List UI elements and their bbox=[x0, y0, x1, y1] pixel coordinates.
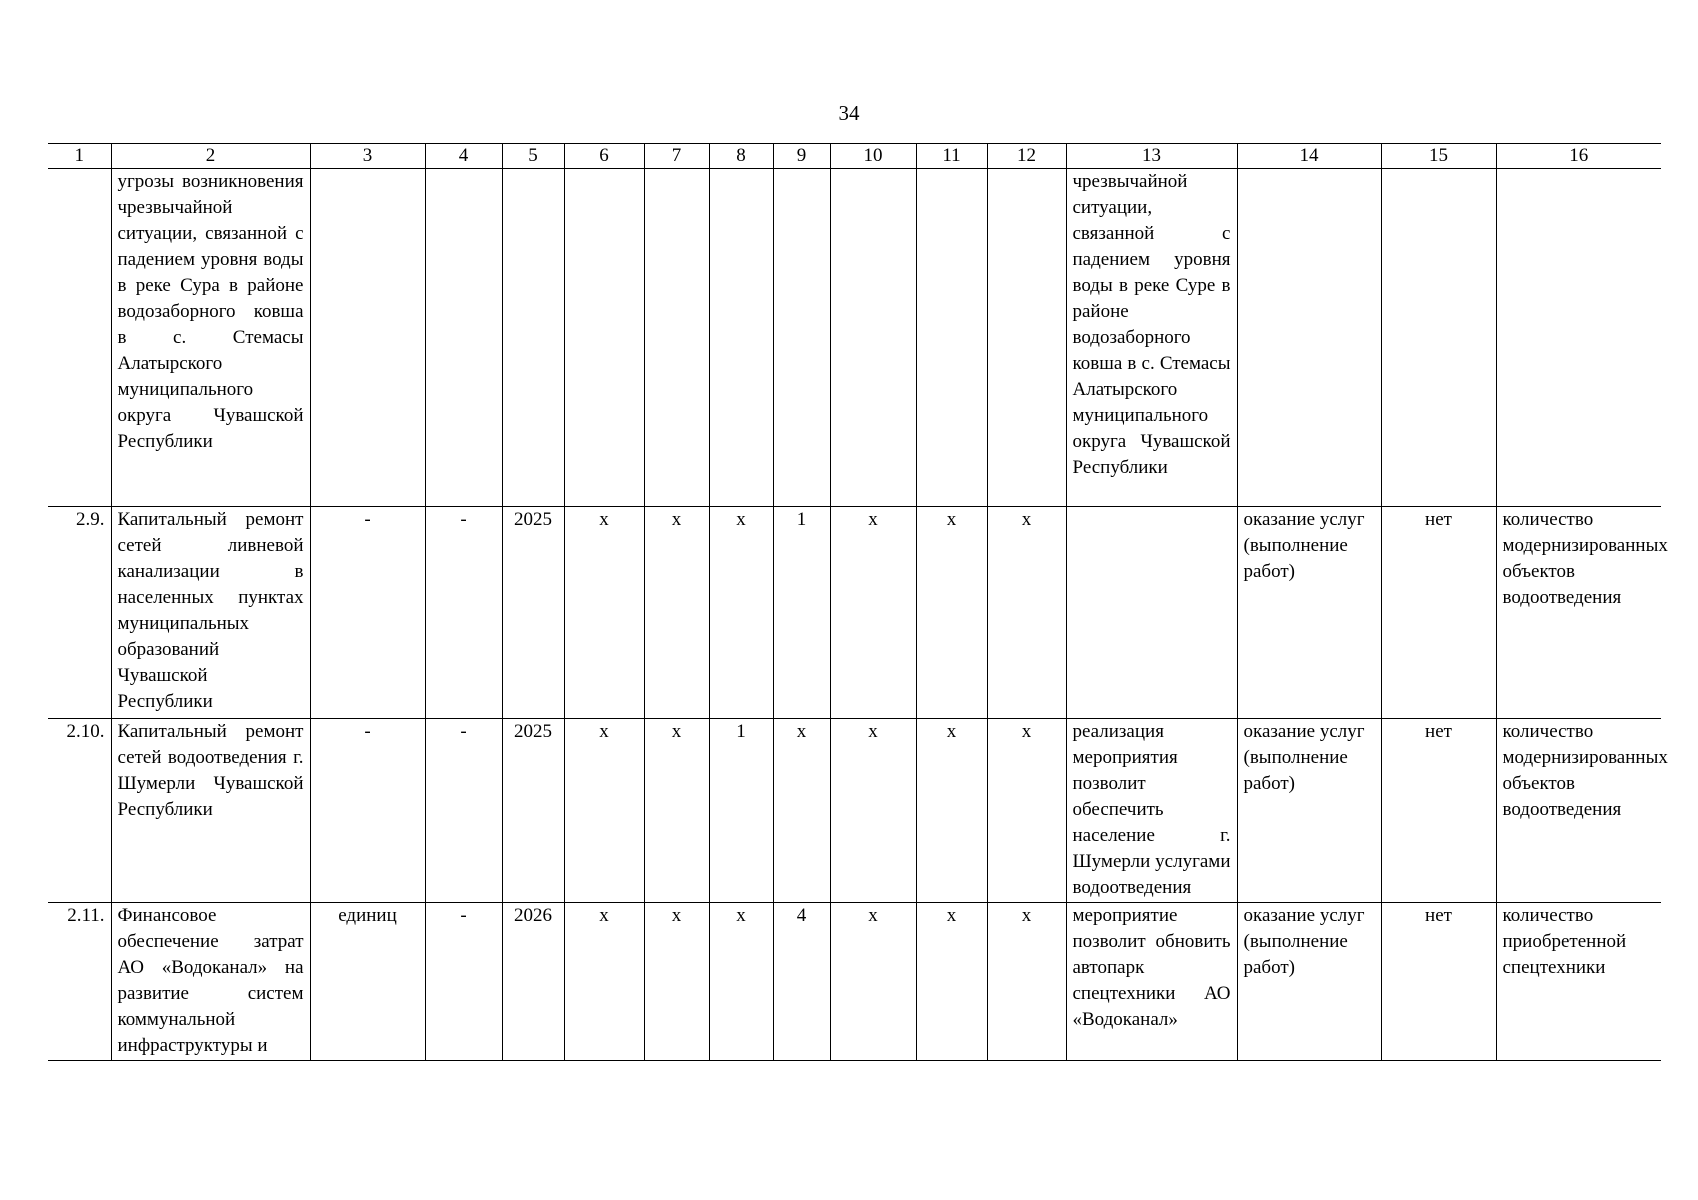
table-cell bbox=[1381, 169, 1496, 507]
table-cell: х bbox=[830, 507, 916, 719]
table-cell: 1 bbox=[709, 719, 773, 903]
col-header: 2 bbox=[111, 144, 310, 169]
measures-table bbox=[48, 143, 1668, 1061]
col-header: 9 bbox=[773, 144, 830, 169]
col-header: 7 bbox=[644, 144, 709, 169]
table-cell: х bbox=[830, 719, 916, 903]
measure-type: оказание услуг (выполнение работ) bbox=[1237, 719, 1381, 903]
row-number: 2.9. bbox=[48, 507, 111, 719]
table-cell: х bbox=[644, 507, 709, 719]
expected-result: мероприятие позволит обновить автопарк спецтехники АО «Водоканал» bbox=[1066, 903, 1237, 1061]
table-cell: х bbox=[709, 903, 773, 1061]
measure-name: Капитальный ремонт сетей водоотведения г. Шумерли Чувашской Республики bbox=[111, 719, 310, 903]
table-cell bbox=[916, 169, 987, 507]
col-header: 5 bbox=[502, 144, 564, 169]
table-cell bbox=[830, 169, 916, 507]
col-header: 8 bbox=[709, 144, 773, 169]
table-cell: 1 bbox=[773, 507, 830, 719]
col-header: 15 bbox=[1381, 144, 1496, 169]
table-cell bbox=[644, 169, 709, 507]
row-number: 2.11. bbox=[48, 903, 111, 1061]
measure-type: оказание услуг (выполнение работ) bbox=[1237, 903, 1381, 1061]
year-cell: 2025 bbox=[502, 507, 564, 719]
col-header: 12 bbox=[987, 144, 1066, 169]
measure-type: оказание услуг (выполнение работ) bbox=[1237, 507, 1381, 719]
table-cell: нет bbox=[1381, 719, 1496, 903]
col-header: 10 bbox=[830, 144, 916, 169]
header-row bbox=[48, 144, 1661, 169]
table-cell: х bbox=[564, 719, 644, 903]
table-cell: х bbox=[916, 719, 987, 903]
indicator bbox=[1496, 169, 1661, 507]
unit-cell: - bbox=[310, 507, 425, 719]
table-cell: х bbox=[916, 903, 987, 1061]
indicator: количество модернизированных объектов водоотведения bbox=[1496, 507, 1661, 719]
table-cell bbox=[709, 169, 773, 507]
table-cell: - bbox=[425, 903, 502, 1061]
page-number: 34 bbox=[838, 101, 860, 125]
table-cell: х bbox=[773, 719, 830, 903]
unit-cell: - bbox=[310, 719, 425, 903]
table-cell bbox=[564, 169, 644, 507]
year-cell bbox=[502, 169, 564, 507]
measure-name: Капитальный ремонт сетей ливневой канализации в населенных пунктах муниципальных образований Чувашской Республики bbox=[111, 507, 310, 719]
table-cell: х bbox=[987, 719, 1066, 903]
table-cell: х bbox=[709, 507, 773, 719]
table-row bbox=[48, 903, 1661, 1061]
table-cell: нет bbox=[1381, 903, 1496, 1061]
col-header: 6 bbox=[564, 144, 644, 169]
table-cell bbox=[773, 169, 830, 507]
expected-result: чрезвычайной ситуации, связанной с падением уровня воды в реке Суре в районе водозаборного ковша в с. Стемасы Алатырского муниципального округа Чувашской Республики bbox=[1066, 169, 1237, 507]
table-cell bbox=[425, 169, 502, 507]
table-cell: х bbox=[987, 507, 1066, 719]
table-cell: х bbox=[987, 903, 1066, 1061]
measure-type bbox=[1237, 169, 1381, 507]
table-cell: х bbox=[644, 719, 709, 903]
unit-cell bbox=[310, 169, 425, 507]
table-cell: - bbox=[425, 507, 502, 719]
table-row bbox=[48, 719, 1661, 903]
col-header: 11 bbox=[916, 144, 987, 169]
table-cell: нет bbox=[1381, 507, 1496, 719]
col-header: 4 bbox=[425, 144, 502, 169]
col-header: 1 bbox=[48, 144, 111, 169]
col-header: 14 bbox=[1237, 144, 1381, 169]
table-cell: х bbox=[564, 507, 644, 719]
row-number bbox=[48, 169, 111, 507]
table-cell: х bbox=[916, 507, 987, 719]
year-cell: 2026 bbox=[502, 903, 564, 1061]
col-header: 3 bbox=[310, 144, 425, 169]
expected-result: реализация мероприятия позволит обеспечить население г. Шумерли услугами водоотведения bbox=[1066, 719, 1237, 903]
expected-result bbox=[1066, 507, 1237, 719]
table-cell bbox=[987, 169, 1066, 507]
table-cell: х bbox=[644, 903, 709, 1061]
year-cell: 2025 bbox=[502, 719, 564, 903]
table-cell: х bbox=[830, 903, 916, 1061]
measure-name: Финансовое обеспечение затрат АО «Водоканал» на развитие систем коммунальной инфраструктуры и bbox=[111, 903, 310, 1061]
table-cell: - bbox=[425, 719, 502, 903]
unit-cell: единиц bbox=[310, 903, 425, 1061]
indicator: количество приобретенной спецтехники bbox=[1496, 903, 1661, 1061]
table-cell: х bbox=[564, 903, 644, 1061]
col-header: 16 bbox=[1496, 144, 1661, 169]
indicator: количество модернизированных объектов водоотведения bbox=[1496, 719, 1661, 903]
table-cell: 4 bbox=[773, 903, 830, 1061]
row-number: 2.10. bbox=[48, 719, 111, 903]
col-header: 13 bbox=[1066, 144, 1237, 169]
table-row bbox=[48, 169, 1661, 507]
table-row bbox=[48, 507, 1661, 719]
measure-name: угрозы возникновения чрезвычайной ситуации, связанной с падением уровня воды в реке Сура в районе водозаборного ковша в с. Стемасы Алатырского муниципального округа Чувашской Республики bbox=[111, 169, 310, 507]
